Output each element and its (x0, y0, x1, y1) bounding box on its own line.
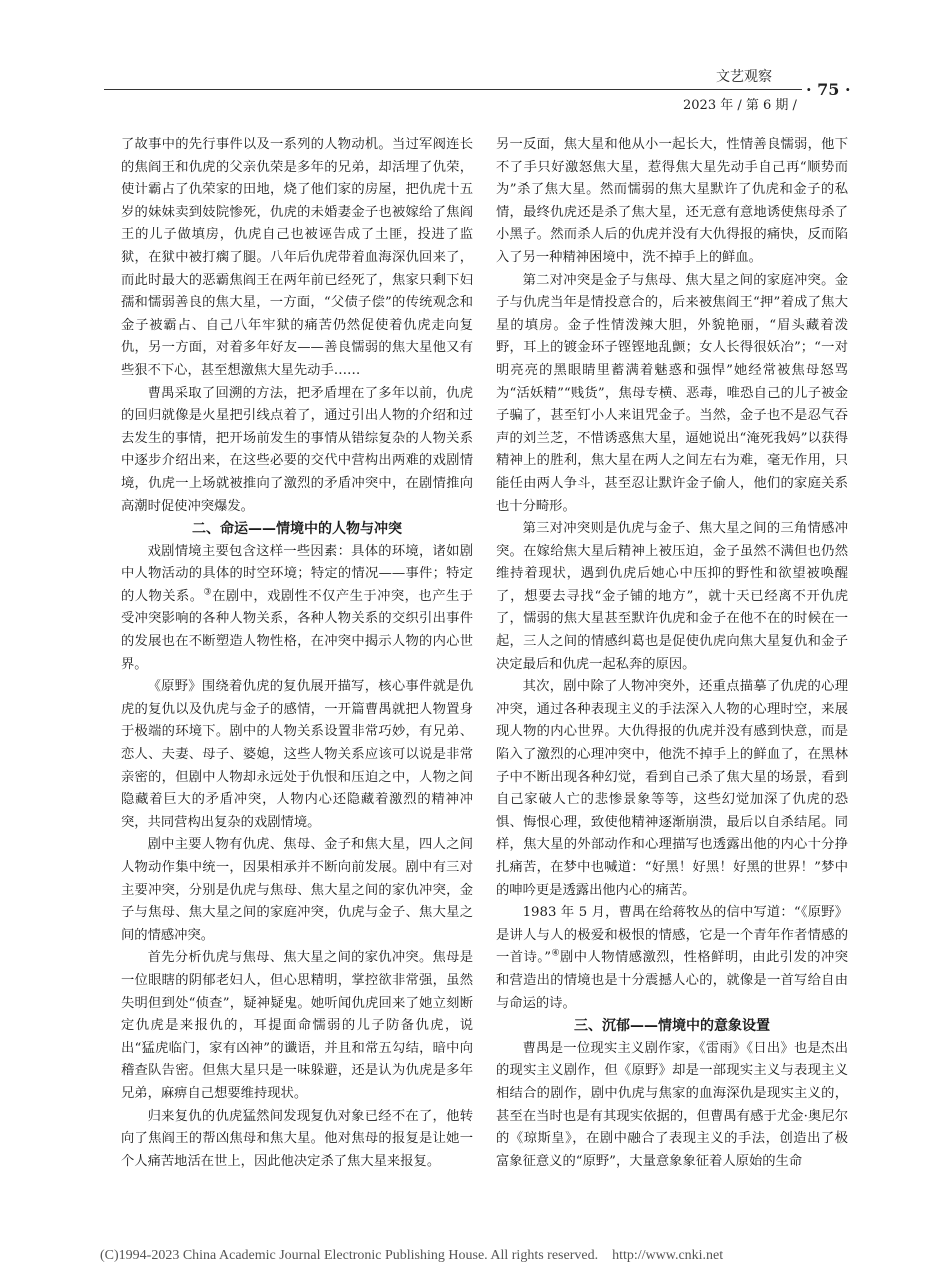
paragraph: 首先分析仇虎与焦母、焦大星之间的家仇冲突。焦母是一位眼瞎的阴郁老妇人，但心思精明，掌控欲非常强，虽然失明但到处“侦查”，疑神疑鬼。她听闻仇虎回来了她立刻断定仇虎是来报仇的，耳提面命懦弱的儿子防备仇虎，说出“猛虎临门，家有凶神”的谶语，并且和常五勾结，暗中向稽查队告密。但焦大星只是一味躲避，还是认为仇虎是多年兄弟，麻痹自己想要维持现状。 (121, 950, 473, 1101)
paragraph: 曹禺采取了回溯的方法，把矛盾埋在了多年以前，仇虎的回归就像是火星把引线点着了，通过引出人物的介绍和过去发生的事情，把开场前发生的事情从错综复杂的人物关系中逐步介绍出来，在这些必要的交代中营构出两难的戏剧情境，仇虎一上场就被推向了激烈的矛盾冲突中，在剧情推向高潮时促使冲突爆发。 (121, 385, 473, 514)
section-heading: 三、沉郁——情境中的意象设置 (574, 1018, 770, 1035)
paragraph: 另一反面，焦大星和他从小一起长大，性情善良懦弱，他下不了手只好激怒焦大星，惹得焦大星先动手自己再“顺势而为”杀了焦大星。然而懦弱的焦大星默许了仇虎和金子的私情，最终仇虎还是杀了焦大星，还无意有意地诱使焦母杀了小黑子。然而杀人后的仇虎并没有大仇得报的痛快，反而陷入了另一种精神困境中，洗不掉手上的鲜血。 (496, 137, 848, 265)
journal-name: 文艺观察 (716, 69, 772, 85)
paragraph-text: 剧中人物情感激烈，性格鲜明，由此引发的冲突和营造出的情境也是十分震撼人心的，就像是一首写给自由与命运的诗。 (496, 950, 849, 1011)
paragraph (496, 902, 848, 1015)
left-column (121, 134, 473, 1173)
paragraph-text: 1983 年 5 月，曹禺在给蒋牧丛的信中写道：“《原野》是讲人与人的极爱和极恨的情感，它是一个青年作者情感的一首诗。” (496, 905, 848, 966)
footer-url: http://www.cnki.net (612, 1248, 724, 1263)
page-footer (100, 1248, 737, 1264)
page-number: · 75 · (806, 80, 851, 99)
right-column (496, 134, 848, 1173)
page-header (0, 0, 950, 120)
paragraph: 曹禺是一位现实主义剧作家，《雷雨》《日出》也是杰出的现实主义剧作，但《原野》却是一部现实主义与表现主义相结合的剧作，剧中仇虎与焦家的血海深仇是现实主义的，甚至在当时也是有其现实依据的，但曹禺有感于尤金·奥尼尔的《琼斯皇》，在剧中融合了表现主义的手法，创造出了极富象征意义的“原野”，大量意象象征着人原始的生命 (496, 1040, 848, 1169)
issue-label: 2023 年 / 第 6 期 / (683, 98, 797, 113)
paragraph: 第三对冲突则是仇虎与金子、焦大星之间的三角情感冲突。在嫁给焦大星后精神上被压迫，金子虽然不满但也仍然维持着现状，遇到仇虎后她心中压抑的野性和欲望被唤醒了，想要去寻找“金子铺的地方”，就十天已经离不开仇虎了，懦弱的焦大星甚至默许仇虎和金子在他不在的时候在一起，三人之间的情感纠葛也是促使仇虎向焦大星复仇和金子决定最后和仇虎一起私奔的原因。 (496, 521, 848, 672)
paragraph: 归来复仇的仇虎猛然间发现复仇对象已经不在了，他转向了焦阎王的帮凶焦母和焦大星。他对焦母的报复是让她一个人痛苦地活在世上，因此他决定杀了焦大星来报复。 (121, 1108, 473, 1169)
paragraph-text: 戏剧情境主要包含这样一些因素：具体的环境，诸如剧中人物活动的具体的时空环境；特定的情况——事件；特定的人物关系。 (121, 543, 473, 604)
paragraph: 第二对冲突是金子与焦母、焦大星之间的家庭冲突。金子与仇虎当年是情投意合的，后来被焦阎王“押”着成了焦大星的填房。金子性情泼辣大胆，外貌艳丽，“眉头藏着泼野，耳上的镀金环子铿铿地乱颤；女人长得很妖冶”；“一对明亮亮的黑眼睛里蓄满着魅惑和强悍”她经常被焦母怒骂为“活妖精”“贱货”，焦母专横、恶毒，唯恐自己的儿子被金子骗了，甚至钉小人来诅咒金子。当然，金子也不是忍气吞声的刘兰芝，不惜诱惑焦大星，逼她说出“淹死我妈”以获得精神上的胜利，焦大星在两人之间左右为难，毫无作用，只能任由两人争斗，甚至忍让默许金子偷人，他们的家庭关系也十分畸形。 (496, 272, 848, 514)
paragraph: 《原野》围绕着仇虎的复仇展开描写，核心事件就是仇虎的复仇以及仇虎与金子的感情，一开篇曹禺就把人物置身于极端的环境下。剧中的人物关系设置非常巧妙，有兄弟、恋人、夫妻、母子、婆媳，这些人物关系应该可以说是非常亲密的，但剧中人物却永远处于仇恨和压迫之中，人物之间隐藏着巨大的矛盾冲突，人物内心还隐藏着激烈的精神冲突，共同营构出复杂的戏剧情境。 (121, 679, 473, 830)
paragraph: 了故事中的先行事件以及一系列的人物动机。当过军阀连长的焦阎王和仇虎的父亲仇荣是多年的兄弟，却活埋了仇荣，使计霸占了仇荣家的田地，烧了他们家的房屋，把仇虎十五岁的妹妹卖到妓院惨死，仇虎的未婚妻金子也被嫁给了焦阎王的儿子做填房，仇虎自己也被诬告成了土匪，投进了监狱，在狱中被打瘸了腿。八年后仇虎带着血海深仇回来了，而此时最大的恶霸焦阎王在两年前已经死了，焦家只剩下妇孺和懦弱善良的焦大星，一方面，“父债子偿”的传统观念和金子被霸占、自己八年牢狱的痛苦仍然促使着仇虎走向复仇，另一方面，对着多年好友——善良懦弱的焦大星他又有些狠不下心，甚至想激焦大星先动手…… (121, 137, 473, 378)
header-rule (104, 89, 802, 90)
paragraph (121, 541, 473, 677)
copyright-text: (C)1994-2023 China Academic Journal Electronic Publishing House. All rights reserved. (100, 1248, 599, 1263)
footnote-marker: ③ (203, 587, 213, 598)
paragraph: 剧中主要人物有仇虎、焦母、金子和焦大星，四人之间人物动作集中统一，因果相承并不断向前发展。剧中有三对主要冲突，分别是仇虎与焦母、焦大星之间的家仇冲突，金子与焦母、焦大星之间的家庭冲突，仇虎与金子、焦大星之间的情感冲突。 (121, 837, 473, 943)
paragraph: 其次，剧中除了人物冲突外，还重点描摹了仇虎的心理冲突，通过各种表现主义的手法深入人物的心理时空，来展现人物的内心世界。大仇得报的仇虎并没有感到快意，而是陷入了激烈的心理冲突中，他洗不掉手上的鲜血了，在黑林子中不断出现各种幻觉，看到自己杀了焦大星的场景，看到自己家破人亡的悲惨景象等等，这些幻觉加深了仇虎的恐惧、悔恨心理，致使他精神逐渐崩溃，最后以自杀结尾。同样，焦大星的外部动作和心理描写也透露出他的内心十分挣扎痛苦，在梦中也喊道：“好黑！好黑！好黑的世界！”梦中的呻吟更是透露出他内心的痛苦。 (496, 679, 848, 898)
footnote-marker: ④ (551, 948, 561, 959)
section-heading: 二、命运——情境中的人物与冲突 (192, 521, 402, 538)
paragraph-text: 在剧中，戏剧性不仅产生于冲突，也产生于受冲突影响的各种人物关系，各种人物关系的交织引出事件的发展也在不断塑造人物性格，在冲突中揭示人物的内心世界。 (121, 588, 473, 672)
